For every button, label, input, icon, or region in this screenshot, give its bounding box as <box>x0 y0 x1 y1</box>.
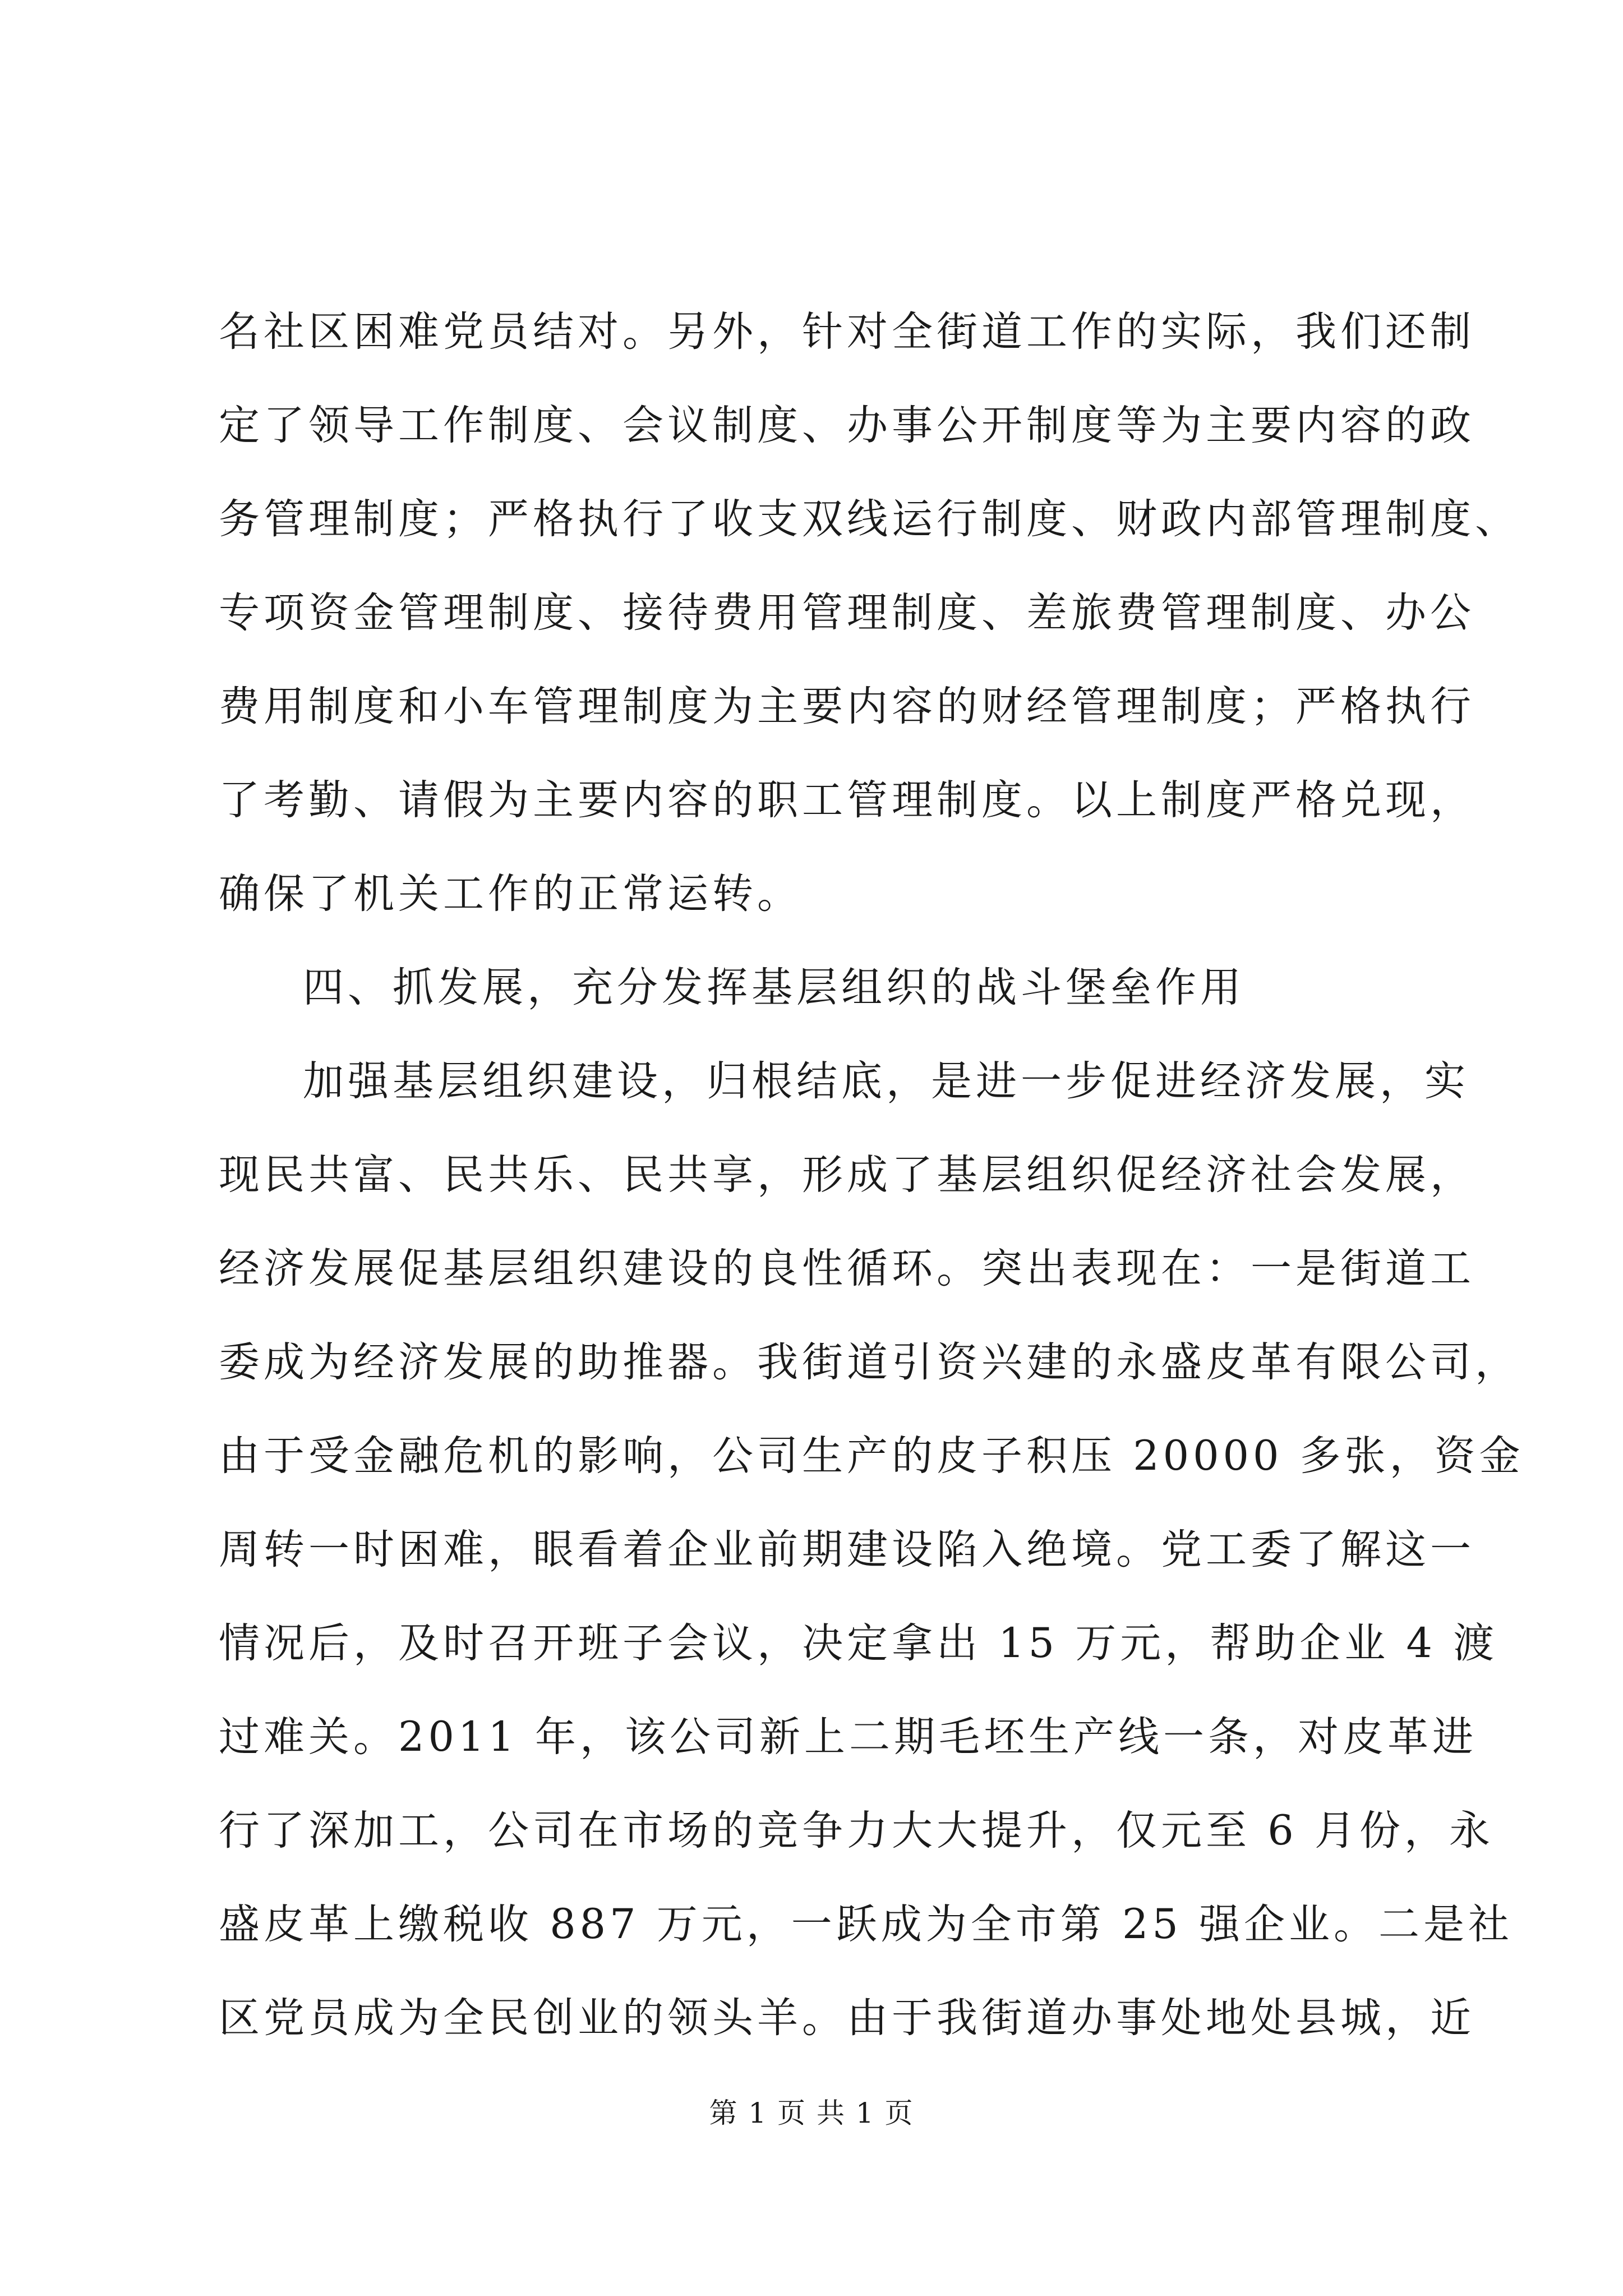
text-line: 现民共富、民共乐、民共享，形成了基层组织促经济社会发展， <box>219 1151 1475 1199</box>
text-line: 费用制度和小车管理制度为主要内容的财经管理制度；严格执行 <box>219 683 1475 730</box>
text-line: 委成为经济发展的助推器。我街道引资兴建的永盛皮革有限公司， <box>219 1338 1520 1386</box>
text-line: 情况后，及时召开班子会议，决定拿出 15 万元，帮助企业 4 渡 <box>219 1619 1498 1667</box>
text-line: 区党员成为全民创业的领头羊。由于我街道办事处地处县城，近 <box>219 1994 1475 2042</box>
text-line: 务管理制度；严格执行了收支双线运行制度、财政内部管理制度、 <box>219 495 1520 543</box>
text-line: 周转一时困难，眼看着企业前期建设陷入绝境。党工委了解这一 <box>219 1526 1475 1573</box>
text-line: 确保了机关工作的正常运转。 <box>219 870 802 918</box>
section-heading: 四、抓发展，充分发挥基层组织的战斗堡垒作用 <box>303 964 1245 1011</box>
text-line: 由于受金融危机的影响，公司生产的皮子积压 20000 多张，资金 <box>219 1432 1524 1480</box>
text-line: 专项资金管理制度、接待费用管理制度、差旅费管理制度、办公 <box>219 589 1475 637</box>
text-line: 盛皮革上缴税收 887 万元，一跃成为全市第 25 强企业。二是社 <box>219 1901 1514 1948</box>
paragraph-first-line: 加强基层组织建设，归根结底，是进一步促进经济发展，实 <box>303 1057 1469 1105</box>
page-footer: 第 1 页 共 1 页 <box>709 2097 914 2129</box>
text-line: 定了领导工作制度、会议制度、办事公开制度等为主要内容的政 <box>219 402 1475 449</box>
text-line: 名社区困难党员结对。另外，针对全街道工作的实际，我们还制 <box>219 308 1475 356</box>
text-line: 经济发展促基层组织建设的良性循环。突出表现在：一是街道工 <box>219 1245 1475 1292</box>
text-line: 了考勤、请假为主要内容的职工管理制度。以上制度严格兑现， <box>219 776 1475 824</box>
text-line: 行了深加工，公司在市场的竞争力大大提升，仅元至 6 月份，永 <box>219 1807 1494 1855</box>
text-line: 过难关。2011 年，该公司新上二期毛坯生产线一条，对皮革进 <box>219 1713 1477 1761</box>
